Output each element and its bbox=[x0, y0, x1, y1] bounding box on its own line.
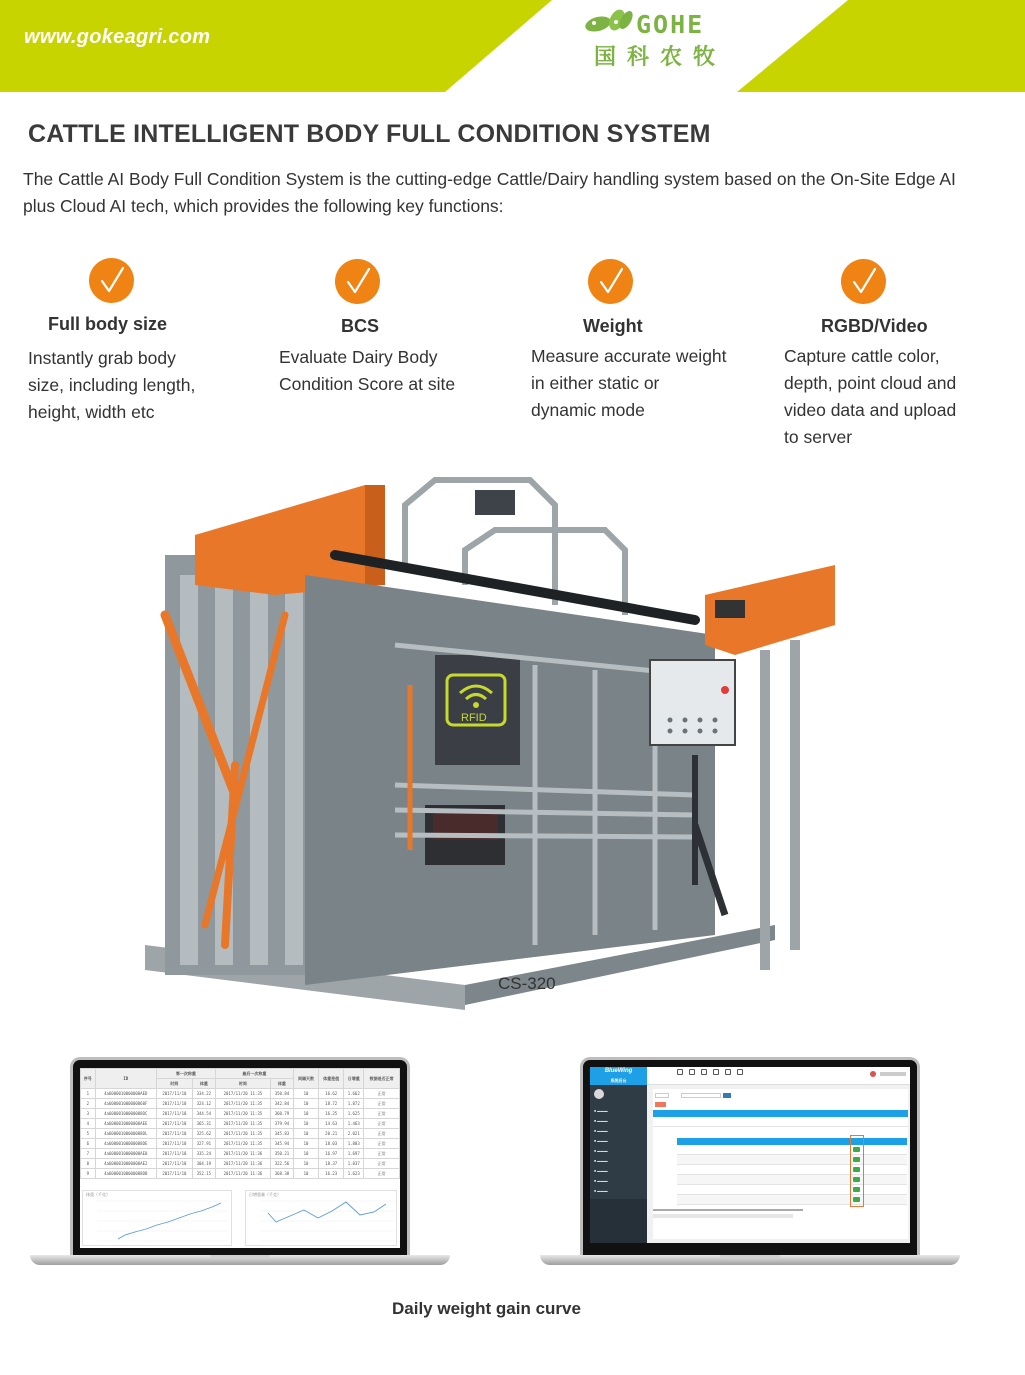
sidebar-item[interactable]: ■ ▬▬▬ bbox=[594, 1119, 608, 1123]
toolbar-icon[interactable] bbox=[701, 1069, 707, 1075]
toolbar-icon[interactable] bbox=[725, 1069, 731, 1075]
table-row[interactable] bbox=[677, 1195, 907, 1205]
status-badge bbox=[853, 1187, 860, 1192]
notification-icon[interactable] bbox=[870, 1071, 876, 1077]
feature-title: RGBD/Video bbox=[821, 316, 928, 336]
toolbar-icon[interactable] bbox=[689, 1069, 695, 1075]
table-row[interactable] bbox=[677, 1175, 907, 1185]
feature-title: Full body size bbox=[48, 314, 168, 334]
table-row: 7 4a6000010000008AE0 2017/11/10 335.24 2017/11/20 11:36 350.21 10 16.97 1.697 正常 bbox=[81, 1149, 400, 1159]
table-row: 3 4a60000100000088DC 2017/11/10 344.54 2017/11/20 11:35 360.79 10 16.25 1.625 正常 bbox=[81, 1109, 400, 1119]
status-badge bbox=[853, 1167, 860, 1172]
sidebar-item[interactable]: ■ ▬▬▬ bbox=[594, 1169, 608, 1173]
feature-description: Capture cattle color, depth, point cloud and video data and upload to server bbox=[784, 346, 957, 447]
laptop-dashboard bbox=[540, 1057, 960, 1267]
header-banner bbox=[0, 0, 1025, 92]
subtable-header-bar bbox=[677, 1138, 907, 1145]
sidebar-item[interactable]: ■ ▬▬▬ bbox=[594, 1129, 608, 1133]
model-label: CS-320 bbox=[498, 974, 556, 993]
search-button[interactable] bbox=[723, 1093, 731, 1098]
feature-title: Weight bbox=[583, 316, 643, 336]
goke-logo bbox=[584, 8, 734, 68]
check-circle-icon bbox=[841, 259, 886, 304]
logo-text-en: GOHE bbox=[636, 10, 705, 39]
pagination[interactable] bbox=[653, 1214, 793, 1218]
toolbar-icon[interactable] bbox=[713, 1069, 719, 1075]
control-box bbox=[650, 660, 735, 745]
laptop-notch bbox=[720, 1255, 780, 1259]
table-row[interactable] bbox=[677, 1155, 907, 1165]
feature-title: BCS bbox=[341, 316, 380, 336]
table-row[interactable] bbox=[677, 1165, 907, 1175]
feature-description: Measure accurate weight in either static or dynamic mode bbox=[531, 346, 727, 420]
status-badge bbox=[853, 1197, 860, 1202]
check-circle-icon bbox=[335, 259, 380, 304]
export-button[interactable] bbox=[655, 1102, 666, 1107]
feature-description: Instantly grab body size, including length, height, width etc bbox=[28, 348, 196, 422]
table-row[interactable] bbox=[653, 1117, 908, 1127]
sidebar-item[interactable]: ■ ▬▬▬ bbox=[594, 1139, 608, 1143]
sidebar-item[interactable]: ■ ▬▬▬ bbox=[594, 1189, 608, 1193]
table-row: 9 4a60000100000088DB 2017/11/10 352.15 2017/11/20 11:36 368.38 10 16.23 1.623 正常 bbox=[81, 1169, 400, 1179]
weight-line-chart: 体重（千克） bbox=[82, 1190, 232, 1246]
dashboard-sidebar bbox=[590, 1067, 647, 1243]
table-row[interactable] bbox=[677, 1145, 907, 1155]
home-icon[interactable] bbox=[677, 1069, 683, 1075]
daily-gain-line-chart: 日增重量（千克） bbox=[245, 1190, 397, 1246]
intro-paragraph bbox=[23, 166, 993, 220]
avatar[interactable] bbox=[594, 1089, 604, 1099]
toolbar-icon[interactable] bbox=[737, 1069, 743, 1075]
sidebar-item[interactable]: ■ ▬▬▬ bbox=[594, 1179, 608, 1183]
laptop-notch bbox=[210, 1255, 270, 1259]
table-row: 4 4a6000010000008AEE 2017/11/10 365.31 2017/11/20 11:35 379.94 10 14.63 1.463 正常 bbox=[81, 1119, 400, 1129]
table-row: 1 4a6000010000008AED 2017/11/10 334.22 2017/11/20 11:35 350.84 10 16.62 1.662 正常 bbox=[81, 1089, 400, 1099]
table-row[interactable] bbox=[677, 1185, 907, 1195]
sidebar-submenu bbox=[590, 1199, 647, 1243]
sidebar-item[interactable]: ■ ▬▬▬ bbox=[594, 1109, 608, 1113]
intro-line-1: The Cattle AI Body Full Condition System is the cutting-edge Cattle/Dairy handling system based on the On-Site Edge AI bbox=[23, 169, 956, 189]
status-badge bbox=[853, 1147, 860, 1152]
check-circle-icon bbox=[588, 259, 633, 304]
laptop-weight-table bbox=[30, 1057, 450, 1267]
table-row: 2 4a600001000000860F 2017/11/10 324.12 2017/11/20 11:35 342.84 10 18.72 1.872 正常 bbox=[81, 1099, 400, 1109]
dashboard-body bbox=[647, 1085, 910, 1243]
cattle-chute-machine-image bbox=[135, 465, 845, 1010]
filter-select[interactable] bbox=[655, 1093, 669, 1098]
table-row: 6 4a60000100000088DE 2017/11/10 327.91 2017/11/20 11:35 345.94 10 18.03 1.803 正常 bbox=[81, 1139, 400, 1149]
leaf-logo-icon bbox=[584, 8, 634, 34]
dashboard-topbar bbox=[647, 1067, 910, 1085]
user-menu[interactable] bbox=[880, 1072, 906, 1076]
status-badge bbox=[853, 1157, 860, 1162]
management-dashboard bbox=[590, 1067, 910, 1243]
caption: Daily weight gain curve bbox=[392, 1299, 581, 1318]
search-input[interactable] bbox=[681, 1093, 721, 1098]
website-url[interactable]: www.gokeagri.com bbox=[24, 26, 211, 48]
dashboard-brand: BlueWing 系统后台 bbox=[590, 1067, 647, 1085]
intro-line-2: plus Cloud AI tech, which provides the following key functions: bbox=[23, 196, 504, 216]
weight-table: 序号 ID 第一次称重 最后一次称重 间隔天数 体重差值 日增重 数据是否正常 时间 体重 时间 体重 1 4a6000010000008AED 2017/11/10 334.22 2017/11/20 11:35 350.84 10 16.62 1.662 正常 2 4a600001000000860F 2017/11/10 324.12 2017/11/20 11:35 342.84 10 18.72 1.872 正常 3 4a60000100000088DC 2017/11/10 344.54 2017/11/20 11:35 360.79 10 16.25 1.625 正常 4 4a6000010000008AEE 2017/11/10 365.31 2017/11/20 11:35 379.94 10 14.63 1.463 正常 5 4a60000100000088DL 2017/11/10 325.62 2017/11/20 11:35 345.83 10 20.21 2.021 正常 6 4a60000100000088DE 2017/11/10 327.91 2017/11/20 11:35 345.94 10 18.03 1.803 正常 7 4a6000010000008AE0 2017/11/10 335.24 2017/11/20 11:36 350.21 10 16.97 1.697 正常 8 4a6000010000008AE2 2017/11/10 304.19 2017/11/20 11:36 322.56 10 18.37 1.837 正常 9 4a60000100000088DB 2017/11/10 352.15 2017/11/20 11:36 368.38 10 16.23 1.623 正常 bbox=[80, 1068, 400, 1179]
page-title: CATTLE INTELLIGENT BODY FULL CONDITION SYSTEM bbox=[28, 120, 711, 148]
svg-text:RFID: RFID bbox=[461, 712, 487, 724]
feature-description: Evaluate Dairy Body Condition Score at site bbox=[279, 347, 456, 394]
status-badge bbox=[853, 1177, 860, 1182]
table-row: 8 4a6000010000008AE2 2017/11/10 304.19 2017/11/20 11:36 322.56 10 18.37 1.837 正常 bbox=[81, 1159, 400, 1169]
table-row: 5 4a60000100000088DL 2017/11/10 325.62 2017/11/20 11:35 345.83 10 20.21 2.021 正常 bbox=[81, 1129, 400, 1139]
horizontal-scrollbar[interactable] bbox=[653, 1209, 803, 1211]
sidebar-item[interactable]: ■ ▬▬▬ bbox=[594, 1159, 608, 1163]
logo-text-cn: 国科农牧 bbox=[594, 45, 727, 70]
check-circle-icon bbox=[89, 258, 134, 303]
weight-report bbox=[80, 1068, 400, 1248]
sidebar-item[interactable]: ■ ▬▬▬ bbox=[594, 1149, 608, 1153]
table-header-bar bbox=[653, 1110, 908, 1117]
